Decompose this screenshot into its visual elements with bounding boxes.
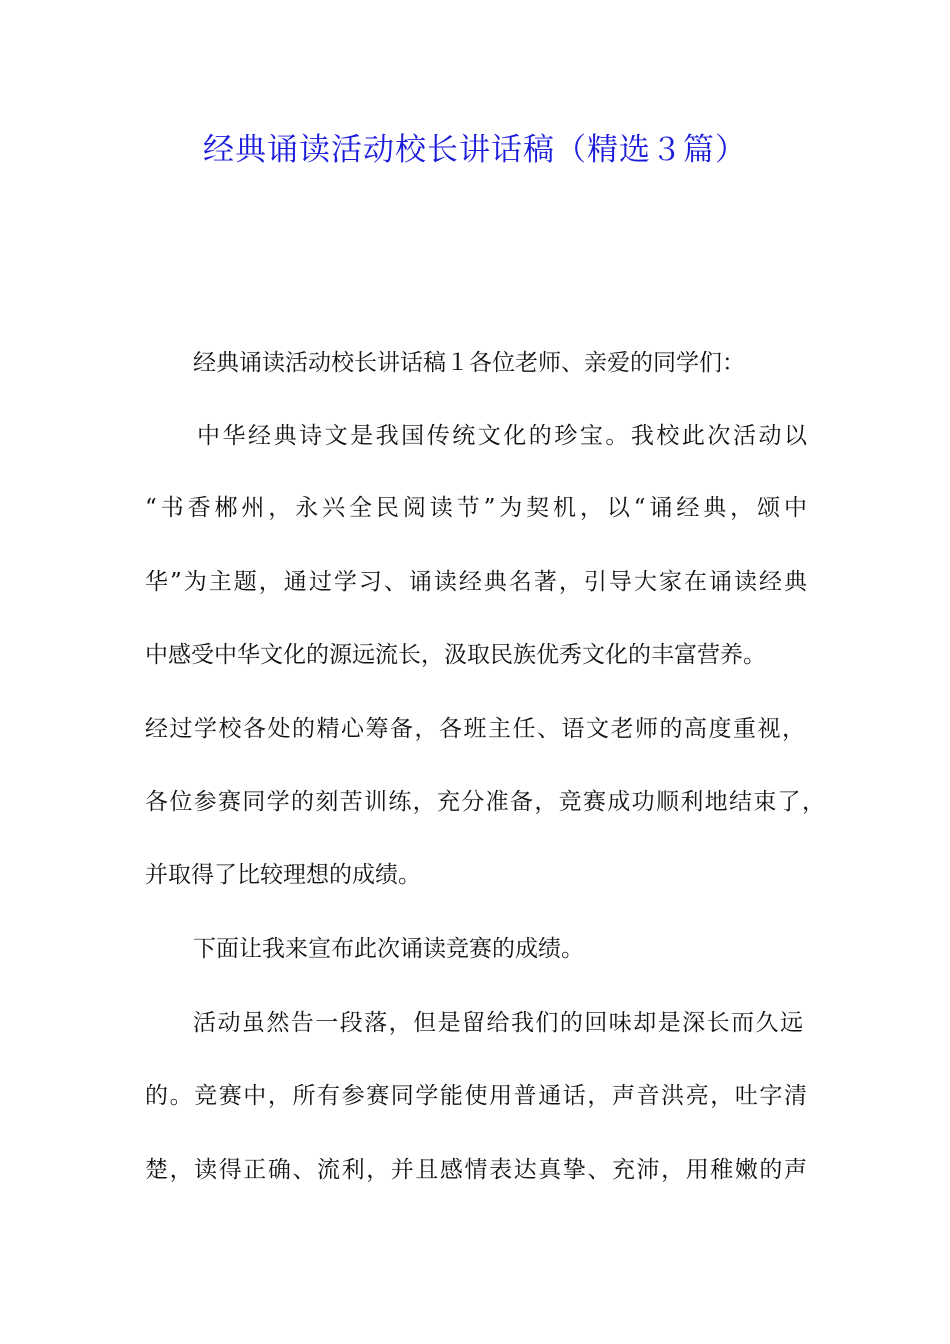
paragraph-line: 楚，读得正确、流利，并且感情表达真挚、充沛，用稚嫩的声: [145, 1157, 807, 1183]
paragraph-line: 活动虽然告一段落，但是留给我们的回味却是深长而久远: [193, 1010, 803, 1036]
paragraph-line: “书香郴州，永兴全民阅读节”为契机，以“诵经典，颂中: [145, 495, 807, 521]
paragraph-line: 各位参赛同学的刻苦训练，充分准备，竞赛成功顺利地结束了，: [145, 789, 825, 815]
paragraph-line: 的。竞赛中，所有参赛同学能使用普通话，声音洪亮，吐字清: [145, 1083, 807, 1109]
paragraph-line: 华”为主题，通过学习、诵读经典名著，引导大家在诵读经典: [145, 569, 807, 595]
paragraph-line: 经过学校各处的精心筹备，各班主任、语文老师的高度重视，: [145, 716, 805, 742]
paragraph-line: 并取得了比较理想的成绩。: [145, 862, 421, 888]
paragraph-line: 经典诵读活动校长讲话稿１各位老师、亲爱的同学们：: [193, 350, 745, 376]
document-title: 经典诵读活动校长讲话稿（精选３篇）: [203, 132, 747, 168]
paragraph-line: 下面让我来宣布此次诵读竞赛的成绩。: [193, 936, 584, 962]
paragraph-line: 中感受中华文化的源远流长，汲取民族优秀文化的丰富营养。: [145, 642, 766, 668]
paragraph-line: 中华经典诗文是我国传统文化的珍宝。我校此次活动以: [197, 423, 807, 449]
